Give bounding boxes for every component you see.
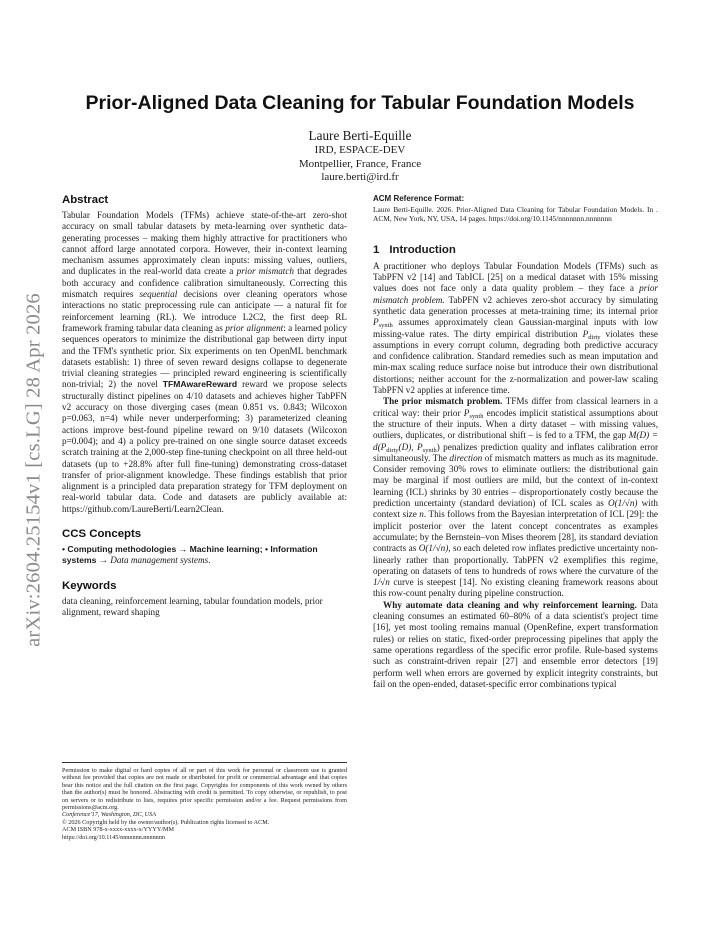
- intro-heading: 1 Introduction: [373, 243, 456, 256]
- author-affiliation: IRD, ESPACE-DEV: [314, 144, 406, 156]
- ccs-heading: CCS Concepts: [62, 528, 142, 541]
- right-column: [373, 194, 658, 690]
- keywords-heading: Keywords: [62, 579, 117, 592]
- permission-text: Permission to make digital or hard copies of all or part of this work for personal or classroom use is granted without fee provided that copies are not made or distributed for profit or commercial advantage and that copies bear this notice and the full citation on the first page. Copyrights for components of this work owned by others than the author(s) must be honored. Abstracting with credit is permitted. To copy otherwise, or republish, to post on servers or to redistribute to lists, requires prior specific permission and/or a fee. Request permissions from permissions@acm.org.: [62, 767, 347, 812]
- permission-block: [62, 762, 347, 841]
- conference-info: Conference'17, Washington, DC, USA: [62, 811, 157, 819]
- copyright-line: © 2026 Copyright held by the owner/author(s). Publication rights licensed to ACM.: [62, 818, 270, 826]
- author-email: laure.berti@ird.fr: [321, 171, 399, 183]
- keywords-text: data cleaning, reinforcement learning, tabular foundation models, prior alignment, reward shaping: [62, 595, 323, 617]
- left-column: [62, 194, 347, 618]
- author-location: Montpellier, France, France: [298, 157, 422, 170]
- isbn-line: ACM ISBN 978-x-xxxx-xxxx-x/YYYY/MM: [62, 826, 175, 834]
- intro-paragraph-1: A practitioner who deploys Tabular Foundation Models (TFMs) such as TabPFN v2 [14] and TabICL [25] on a medical dataset with 15% missing values does not face only a data quality problem – they face a prior mismatch problem. TabPFN v2 achieves zero-shot accuracy by simulating synthetic data generation processes at meta-training time; its internal prior $P_{synth}$ assumes approximately clean Gaussian-marginal inputs with low missing-value rates. The dirty empirical distribution $P_{dirty}$ violates these assumptions in every corrupt column, degrading both predictive accuracy and confidence calibration. Standard remedies such as mean imputation and min-max scaling reduce surface noise but introduce their own distributional distortions; neither account for the z-normalization and power-law scaling TabPFN v2 applies at inference time.: [373, 260, 658, 396]
- abstract-text: Tabular Foundation Models (TFMs) achieve state-of-the-art zero-shot accuracy on small tabular datasets by meta-learning over synthetic data-generating processes – making them highly attractive for practitioners who cannot afford large annotated corpora. However, their in-context learning mechanism assumes approximately clean inputs: missing values, outliers, and duplicates in the real-world data create a prior mismatch that degrades both accuracy and confidence calibration simultaneously. Correcting this mismatch requires sequential decisions over cleaning operators whose interactions no static preprocessing rule can anticipate — a natural fit for reinforcement learning (RL). We introduce L2C2, the first deep RL framework framing tabular data cleaning as prior alignment: a learned policy sequences operators to minimize the distributional gap between dirty input and the TFM's synthetic prior. Six experiments on ten OpenML benchmark datasets establish: 1) three of seven reward designs collapse to degenerate trivial cleaning strategies — principled reward engineering is scientifically non-trivial; 2) the novel TFMAwareReward reward we propose selects structurally distinct pipelines on 4/10 datasets and achieves higher TabPFN v2 accuracy on those diverging cases (mean 0.851 vs. 0.843; Wilcoxon p=0.063, n=4) while never underperforming; 3) parameterized cleaning actions improve best-found pipeline reward on 9/10 datasets (Wilcoxon p=0.004); and 4) a policy pre-trained on one single source dataset exceeds scratch training at the 2,000-step fine-tuning checkpoint on all three held-out datasets (up to +28.8% after full fine-tuning) demonstrating cross-dataset transfer of prior-alignment knowledge. These findings establish that prior alignment is a principled data preparation strategy for TFM deployment on real-world tabular data. Code and datasets are publicly available at: https://github.com/LaureBerti/Learn2Clean.: [62, 210, 348, 514]
- acm-reference-text: Laure Berti-Equille. 2026. Prior-Aligned Data Cleaning for Tabular Foundation Models. In . ACM, New York, NY, USA, 14 pages. https://doi.org/10.1145/nnnnnnn.nnnnnnn: [373, 205, 658, 224]
- arxiv-identifier: [14, 260, 54, 680]
- intro-paragraph-3: Why automate data cleaning and why reinforcement learning. Data cleaning consumes an estimated 60–80% of a data scientist's project time [16], yet most tooling remains manual (OpenRefine, expert transformation rules) or relies on static, fixed-order preprocessing pipelines that apply the same operations regardless of the specific error profile. Rule-based systems such as constraint-driven repair [27] and ensemble error detectors [19] perform well when errors are governed by explicit integrity constraints, but fail on the open-ended, dataset-specific error combinations typical: [373, 599, 658, 689]
- author-name: Laure Berti-Equille: [308, 128, 412, 143]
- intro-paragraph-2: The prior mismatch problem. TFMs differ from classical learners in a critical way: their prior $P_{synth}$ encodes implicit statistical assumptions about the structure of their inputs. When a dirty dataset – with missing values, outliers, duplicates, or distributional shift – is fed to a TFM, the gap $M(D) = d(P_{dirty}(D)$, $P_{synth}$) penalizes prediction quality and inflates calibration error simultaneously. The direction of mismatch matters as much as its magnitude. Consider removing 30% rows to eliminate outliers: the distributional gain may be marginal if most outliers are mild, but the context of in-context learning (ICL) shrinks by 30 entries – disproportionately costly because the prediction uncertainty (standard deviation) of ICL scales as O(1/√n) with context size n. This follows from the Bayesian interpretation of ICL [29]: the implicit posterior over the latent concept concentrates as examples accumulate; by the Bernstein–von Mises theorem [28], its standard deviation contracts as O(1/√n), so each deleted row inflates predictive uncertainty non-linearly rather than proportionally. TabPFN v2 exemplifies this regime, operating on datasets of tens to hundreds of rows where the curvature of the 1/√n curve is steepest [14]. No existing cleaning framework reasons about this row-count penalty during pipeline construction.: [373, 396, 659, 599]
- doi-line: https://doi.org/10.1145/nnnnnnn.nnnnnnn: [62, 833, 165, 841]
- abstract-heading: Abstract: [62, 194, 109, 206]
- author-block: [160, 128, 560, 185]
- arxiv-identifier-text: arXiv:2604.25154v1 [cs.LG] 28 Apr 2026: [22, 293, 45, 647]
- acm-reference-heading: ACM Reference Format:: [373, 194, 465, 203]
- ccs-concepts: • Computing methodologies → Machine learning; • Information systems → Data management systems.: [62, 544, 318, 566]
- paper-title: Prior-Aligned Data Cleaning for Tabular Foundation Models: [85, 92, 635, 114]
